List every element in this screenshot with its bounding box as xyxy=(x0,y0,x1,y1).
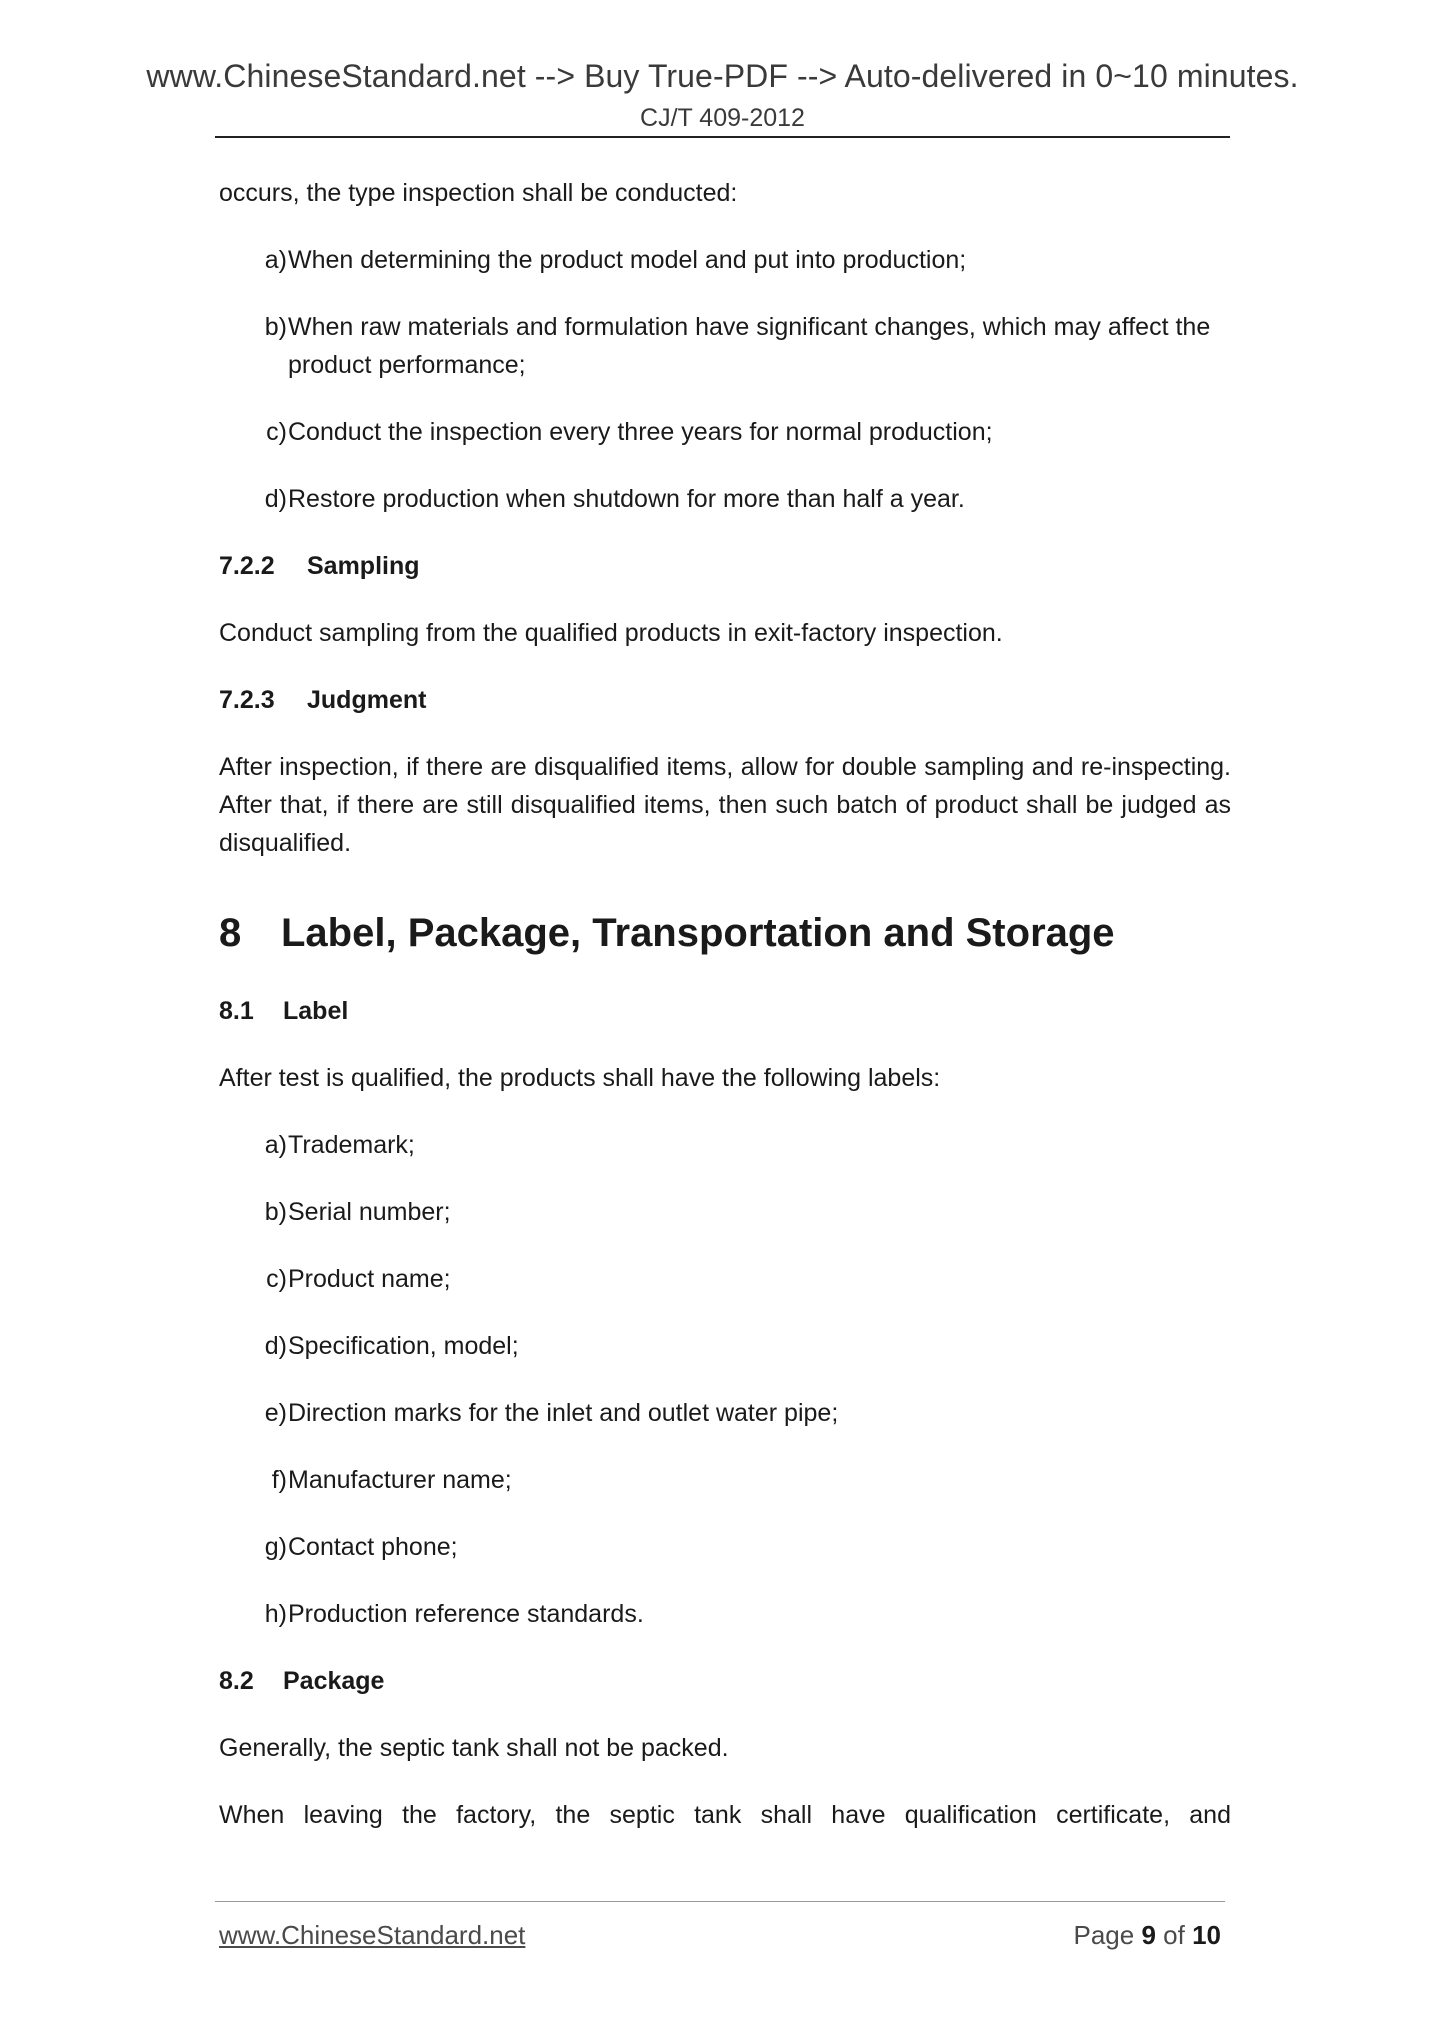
list-marker: b) xyxy=(264,313,287,341)
list-item xyxy=(219,480,1231,518)
list-marker: g) xyxy=(264,1533,287,1561)
heading-7-2-3 xyxy=(219,681,1231,719)
list-text: Specification, model; xyxy=(288,1332,519,1360)
labels-list xyxy=(219,1126,1231,1633)
page-current: 9 xyxy=(1141,1920,1156,1950)
list-text: Conduct the inspection every three years for normal production; xyxy=(288,418,993,446)
list-item xyxy=(219,241,1231,279)
list-text: When determining the product model and put into production; xyxy=(288,246,967,274)
section-number: 7.2.3 xyxy=(219,686,275,714)
list-marker: h) xyxy=(264,1600,287,1628)
page-total: 10 xyxy=(1192,1920,1221,1950)
section-title: Sampling xyxy=(307,552,420,580)
header-banner: www.ChineseStandard.net --> Buy True-PDF --> Auto-delivered in 0~10 minutes. xyxy=(146,58,1299,94)
list-text: Direction marks for the inlet and outlet water pipe; xyxy=(288,1399,839,1427)
section-number: 8 xyxy=(219,911,242,955)
list-item xyxy=(219,1528,1231,1566)
heading-8-2 xyxy=(219,1662,1231,1700)
section-title: Label xyxy=(283,997,349,1025)
heading-7-2-2 xyxy=(219,547,1231,585)
list-marker: f) xyxy=(271,1466,287,1494)
package-text-1: Generally, the septic tank shall not be packed. xyxy=(219,1734,729,1762)
footer-divider xyxy=(215,1901,1225,1902)
list-item xyxy=(219,1595,1231,1633)
list-text: When raw materials and formulation have significant changes, which may affect the product performance; xyxy=(288,313,1211,379)
package-text-2: When leaving the factory, the septic tank shall have qualification certificate, and xyxy=(219,1801,1231,1829)
intro-text: occurs, the type inspection shall be conducted: xyxy=(219,179,738,207)
header-divider xyxy=(215,136,1230,138)
list-marker: e) xyxy=(264,1399,287,1427)
doc-code: CJ/T 409-2012 xyxy=(640,104,805,132)
list-marker: d) xyxy=(264,1332,287,1360)
list-item xyxy=(219,1327,1231,1365)
list-marker: c) xyxy=(266,1265,287,1293)
list-item xyxy=(219,413,1231,451)
section-number: 7.2.2 xyxy=(219,552,275,580)
sampling-text: Conduct sampling from the qualified products in exit-factory inspection. xyxy=(219,619,1003,647)
section-title: Label, Package, Transportation and Storage xyxy=(281,911,1115,955)
label-intro-text: After test is qualified, the products shall have the following labels: xyxy=(219,1064,941,1092)
footer-site-link[interactable]: www.ChineseStandard.net xyxy=(219,1920,526,1950)
list-marker: d) xyxy=(264,485,287,513)
list-text: Manufacturer name; xyxy=(288,1466,512,1494)
section-number: 8.2 xyxy=(219,1667,254,1695)
list-item xyxy=(219,1394,1231,1432)
heading-8-1 xyxy=(219,992,1231,1030)
judgment-text: After inspection, if there are disqualified items, allow for double sampling and re-inspecting. After that, if there are still disqualified items, then such batch of product shall be judged as disqualified. xyxy=(219,753,1231,857)
page-of-label: of xyxy=(1163,1920,1185,1950)
list-marker: b) xyxy=(264,1198,287,1226)
list-item xyxy=(219,1260,1231,1298)
list-item xyxy=(219,1461,1231,1499)
heading-8 xyxy=(219,906,1231,960)
list-text: Contact phone; xyxy=(288,1533,458,1561)
list-marker: a) xyxy=(264,246,287,274)
section-number: 8.1 xyxy=(219,997,254,1025)
list-text: Restore production when shutdown for more than half a year. xyxy=(288,485,965,513)
list-text: Product name; xyxy=(288,1265,451,1293)
page-content xyxy=(219,174,1231,1834)
list-marker: a) xyxy=(264,1131,287,1159)
list-text: Trademark; xyxy=(288,1131,415,1159)
list-item xyxy=(219,1126,1231,1164)
section-title: Judgment xyxy=(307,686,427,714)
list-text: Serial number; xyxy=(288,1198,451,1226)
page-label: Page xyxy=(1073,1920,1135,1950)
section-title: Package xyxy=(283,1667,385,1695)
page-number xyxy=(1073,1920,1221,1951)
type-conditions-list xyxy=(219,241,1231,518)
list-item xyxy=(219,308,1231,384)
list-text: Production reference standards. xyxy=(288,1600,644,1628)
list-marker: c) xyxy=(266,418,287,446)
list-item xyxy=(219,1193,1231,1231)
